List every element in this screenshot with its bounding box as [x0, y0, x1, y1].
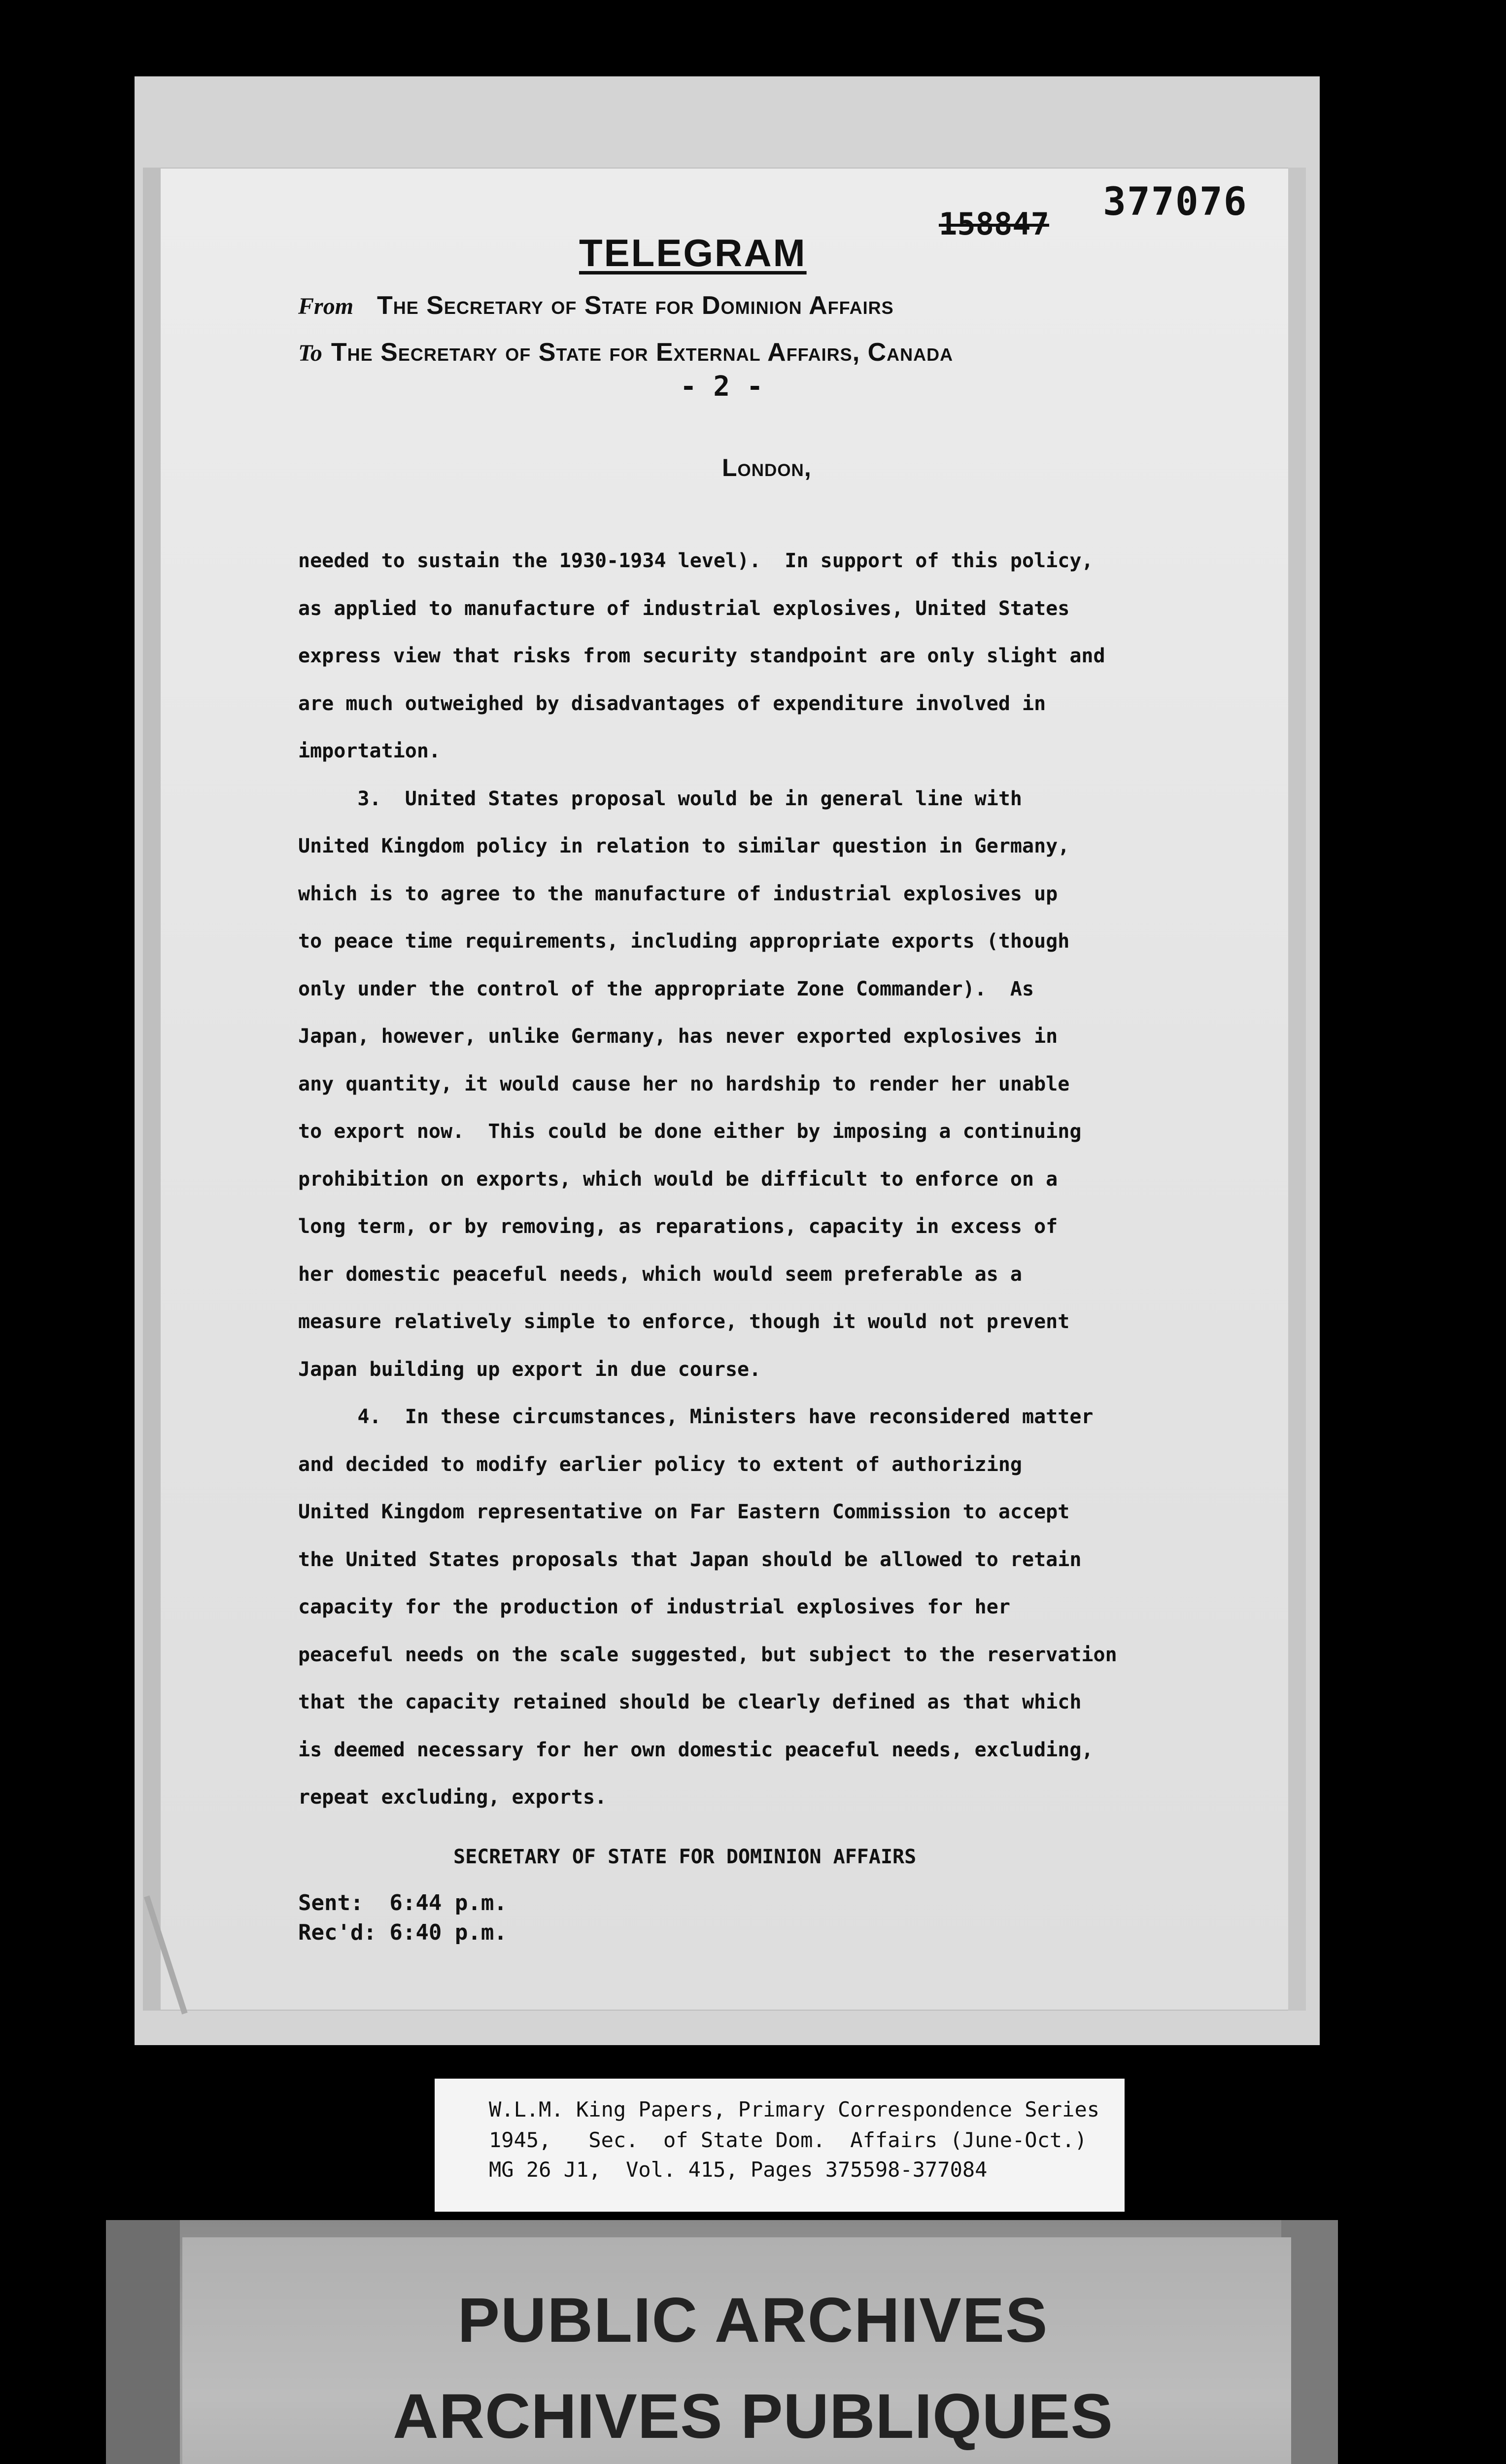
telegram-body: [298, 537, 1279, 1821]
citation-label: [435, 2079, 1125, 2212]
citation-line: MG 26 J1, Vol. 415, Pages 375598-377084: [489, 2157, 988, 2182]
struck-page-number: 158847: [939, 206, 1049, 242]
body-line: only under the control of the appropriate Zone Commander). As: [298, 977, 1034, 1000]
body-line: as applied to manufacture of industrial explosives, United States: [298, 597, 1070, 620]
body-line: that the capacity retained should be clearly defined as that which: [298, 1691, 1082, 1713]
body-line: prohibition on exports, which would be difficult to enforce on a: [298, 1167, 1058, 1191]
body-line: 4. In these circumstances, Ministers have reconsidered matter: [298, 1405, 1094, 1428]
body-line: capacity for the production of industrial explosives for her: [298, 1596, 1010, 1618]
body-line: the United States proposals that Japan should be allowed to retain: [298, 1548, 1082, 1571]
telegram-title: TELEGRAM: [579, 231, 807, 274]
from-row: [298, 291, 894, 320]
body-line: Japan, however, unlike Germany, has never exported explosives in: [298, 1025, 1058, 1048]
body-line: United Kingdom representative on Far Eastern Commission to accept: [298, 1501, 1070, 1523]
sheet-right-edge: [1288, 168, 1306, 2011]
citation-line: W.L.M. King Papers, Primary Correspondence Series: [489, 2097, 1100, 2122]
body-line: repeat excluding, exports.: [298, 1786, 607, 1809]
body-line: importation.: [298, 740, 441, 762]
body-line: is deemed necessary for her own domestic peaceful needs, excluding,: [298, 1738, 1094, 1761]
body-line: measure relatively simple to enforce, though it would not prevent: [298, 1310, 1070, 1333]
citation-line: 1945, Sec. of State Dom. Affairs (June-Oct.): [489, 2128, 1087, 2152]
to-row: [298, 338, 953, 367]
to-value: The Secretary of State for External Affairs, Canada: [331, 338, 954, 367]
body-line: long term, or by removing, as reparations, capacity in excess of: [298, 1215, 1058, 1238]
body-line: which is to agree to the manufacture of industrial explosives up: [298, 882, 1058, 905]
body-line: to peace time requirements, including appropriate exports (though: [298, 930, 1070, 953]
from-value: The Secretary of State for Dominion Affairs: [377, 291, 894, 320]
body-line: United Kingdom policy in relation to similar question in Germany,: [298, 835, 1070, 857]
body-line: any quantity, it would cause her no hardship to render her unable: [298, 1072, 1070, 1095]
place-of-origin: London,: [722, 454, 812, 481]
body-line: and decided to modify earlier policy to extent of authorizing: [298, 1453, 1023, 1476]
page-number: - 2 -: [680, 371, 763, 403]
transmission-times: [298, 1888, 507, 1948]
body-line: needed to sustain the 1930-1934 level). In support of this policy,: [298, 549, 1094, 572]
body-line: express view that risks from security standpoint are only slight and: [298, 645, 1105, 667]
stamp-line-english: PUBLIC ARCHIVES: [457, 2285, 1049, 2356]
sheet-left-edge: [143, 168, 161, 2011]
body-line: peaceful needs on the scale suggested, but subject to the reservation: [298, 1643, 1117, 1666]
body-line: her domestic peaceful needs, which would seem preferable as a: [298, 1263, 1023, 1286]
body-line: Japan building up export in due course.: [298, 1358, 761, 1381]
sent-time: Sent: 6:44 p.m.: [298, 1890, 507, 1916]
to-label: To: [298, 340, 322, 366]
received-time: Rec'd: 6:40 p.m.: [298, 1920, 507, 1945]
body-line: are much outweighed by disadvantages of expenditure involved in: [298, 692, 1046, 715]
from-label: From: [298, 293, 354, 319]
signature-line: SECRETARY OF STATE FOR DOMINION AFFAIRS: [453, 1846, 917, 1868]
archive-page-number: 377076: [1103, 180, 1248, 224]
body-line: to export now. This could be done either by imposing a continuing: [298, 1120, 1082, 1143]
stamp-line-french: ARCHIVES PUBLIQUES: [393, 2381, 1113, 2452]
body-line: 3. United States proposal would be in general line with: [298, 787, 1023, 810]
